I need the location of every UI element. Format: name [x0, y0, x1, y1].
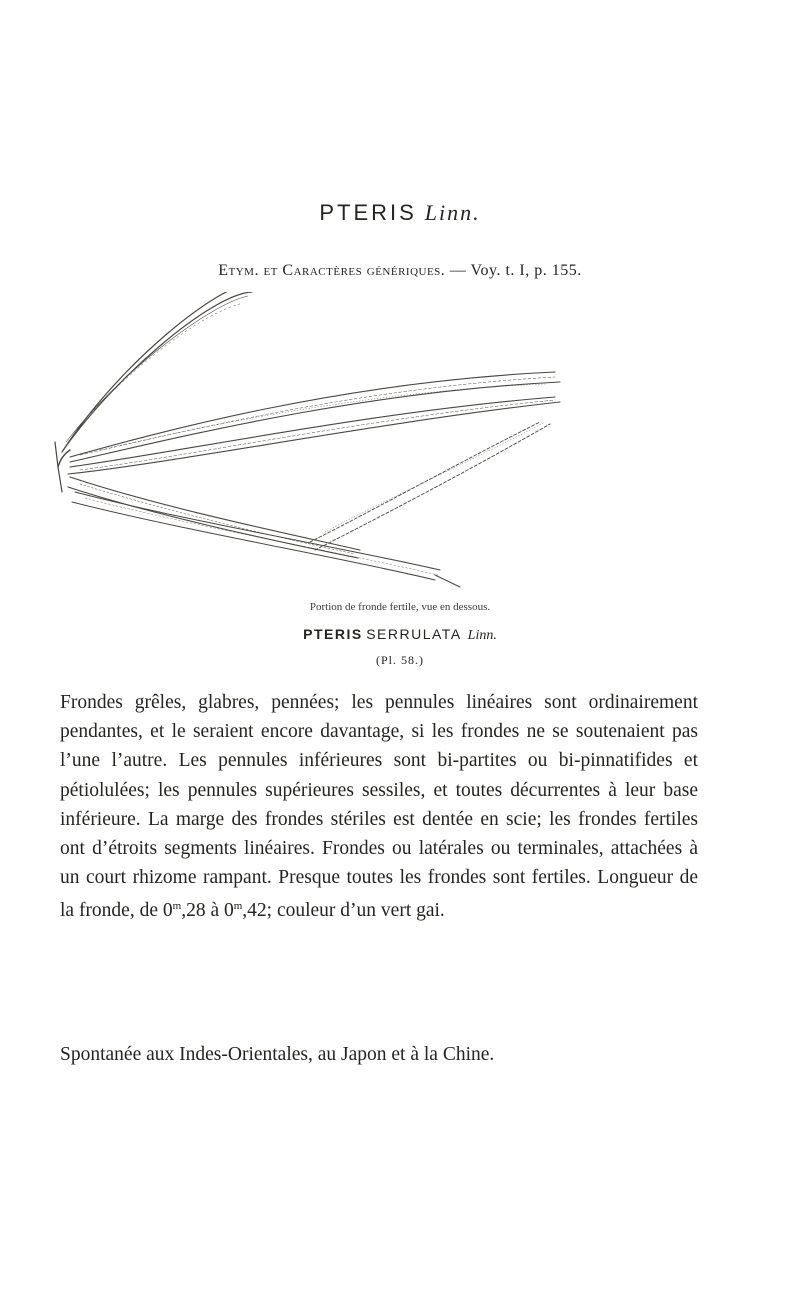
etymology-line: [0, 262, 800, 280]
unit-meter-1: m: [172, 900, 182, 913]
pennule-horizontal-lower: [68, 397, 560, 474]
pennule-lower-1: [68, 477, 360, 558]
length-mid: à 0: [205, 900, 234, 922]
description-text: Frondes grêles, glabres, pennées; les pennules linéaires sont ordinairement pendantes, et le seraient encore davantage, si les frondes ne se soutenaient pas l’une l’autre. Les pennules inférieures sont bi-partites ou bi-pinnatifides et pétiolulées; les pennules supérieures sessiles, et toutes décurrentes à leur base inférieure. La marge des frondes stériles est dentée en scie; les frondes fertiles ont d’étroits segments linéaires. Frondes ou latérales ou terminales, attachées à un court rhizome rampant. Presque toutes les frondes sont fertiles.: [60, 692, 698, 889]
length-max: ,42: [242, 900, 267, 922]
length-min: ,28: [181, 900, 206, 922]
etymology-reference: — Voy. t. I, p. 155.: [449, 262, 582, 279]
description-paragraph: [60, 688, 698, 926]
species-author: Linn.: [467, 628, 497, 643]
length-prefix: Longueur de la fronde, de 0: [60, 867, 699, 922]
frond-illustration: [40, 292, 600, 592]
distribution-line: Spontanée aux Indes-Orientales, au Japon et à la Chine.: [60, 1044, 495, 1065]
genus-name: PTERIS: [319, 200, 417, 225]
genus-heading: [0, 200, 800, 226]
etymology-label: Etym. et Caractères génériques.: [218, 262, 446, 279]
unit-meter-2: m: [233, 900, 243, 913]
genus-author: Linn.: [424, 200, 481, 225]
length-suffix: ; couleur d’un vert gai.: [266, 900, 445, 922]
pennule-rising: [310, 422, 550, 550]
pennule-horizontal-upper: [70, 372, 560, 462]
plate-reference: (Pl. 58.): [376, 653, 424, 667]
species-epithet: SERRULATA: [366, 626, 462, 642]
rachis: [58, 450, 70, 467]
species-genus: PTERIS: [303, 626, 363, 642]
species-heading: [0, 626, 800, 644]
species-description: [60, 688, 698, 926]
figure-caption: Portion de fronde fertile, vue en dessous.: [309, 601, 491, 613]
